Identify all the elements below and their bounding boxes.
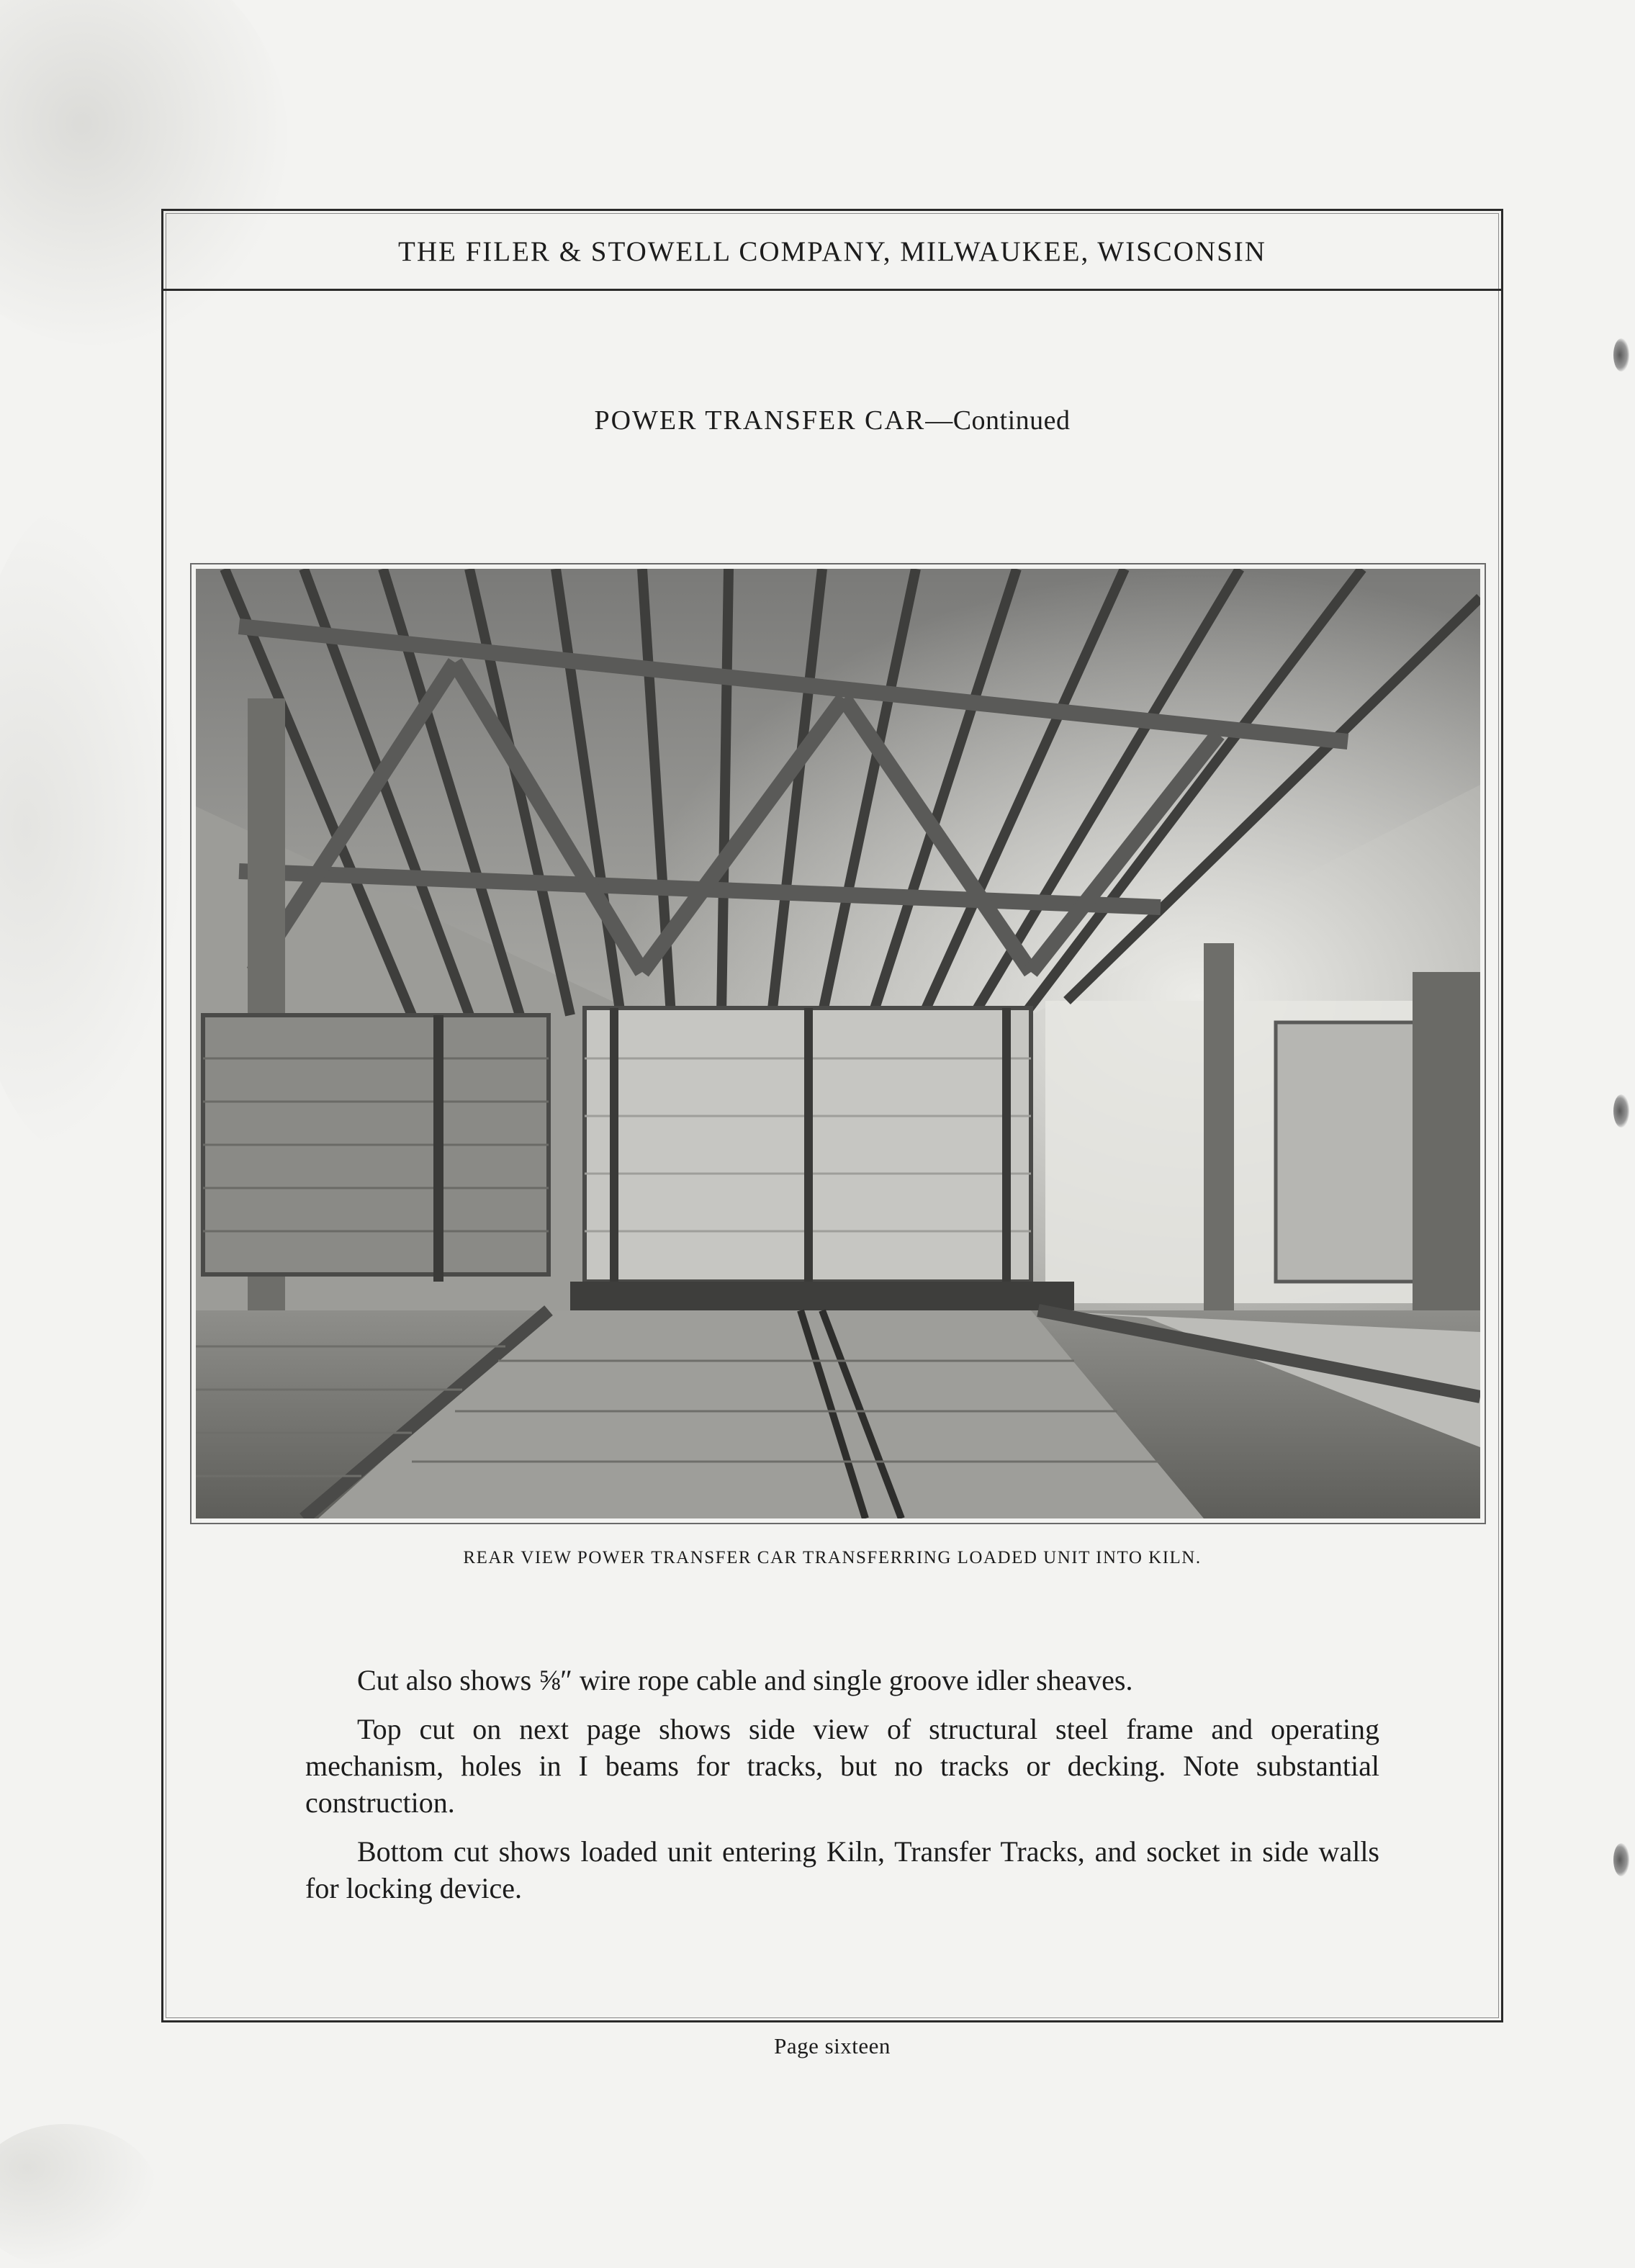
figure-caption: REAR VIEW POWER TRANSFER CAR TRANSFERRING LOADED UNIT INTO KILN.: [463, 1548, 1202, 1567]
section-title: [161, 405, 1503, 436]
section-title-main: POWER TRANSFER CAR: [594, 405, 926, 436]
body-text: [305, 1662, 1379, 1919]
punch-hole-mark: [1613, 1094, 1629, 1128]
water-stain: [0, 504, 187, 1152]
paragraph: Bottom cut shows loaded unit entering Kiln, Transfer Tracks, and socket in side walls for locking device.: [305, 1835, 1379, 1904]
paragraph: Cut also shows ⅝″ wire rope cable and single groove idler sheaves.: [357, 1664, 1133, 1696]
page-number: Page sixteen: [774, 2033, 891, 2058]
paragraph: Top cut on next page shows side view of structural steel frame and operating mechanism, holes in I beams for tracks, but no tracks or decking. Note substantial construction.: [305, 1713, 1379, 1819]
photo-frame: [190, 563, 1486, 1524]
punch-hole-mark: [1613, 1843, 1629, 1876]
water-stain: [0, 2124, 158, 2268]
section-title-continued: —Continued: [925, 405, 1071, 436]
running-header: [161, 209, 1503, 291]
company-name: THE FILER & STOWELL COMPANY, MILWAUKEE, WISCONSIN: [398, 236, 1266, 267]
punch-hole-mark: [1613, 338, 1629, 372]
kiln-interior-photo: [196, 569, 1480, 1518]
